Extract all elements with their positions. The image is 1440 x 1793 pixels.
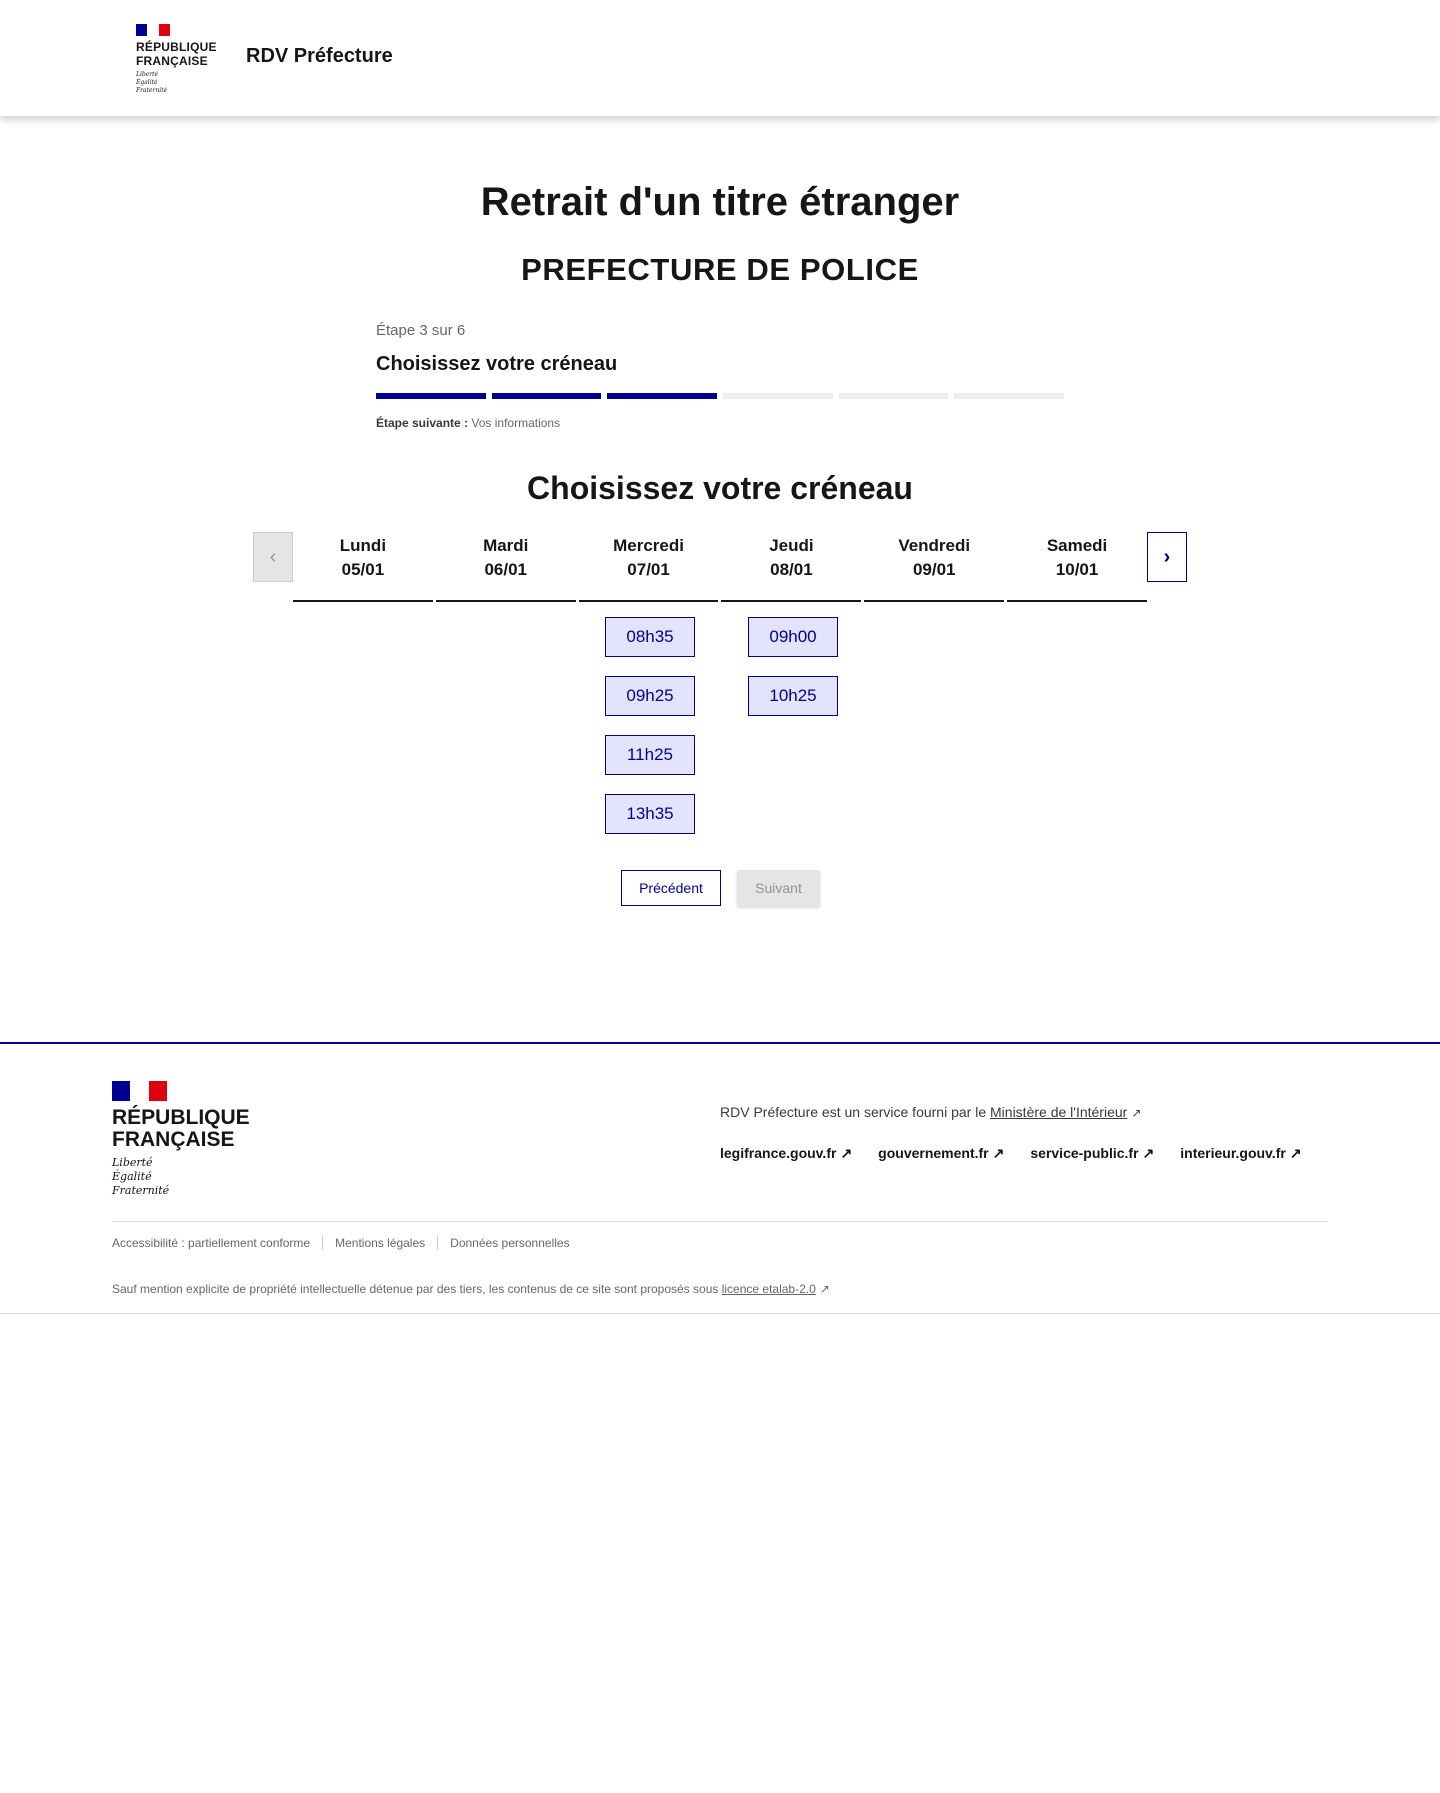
time-slot-button[interactable]: 11h25: [605, 735, 695, 775]
external-link-icon: ↗: [1131, 1106, 1142, 1120]
footer-link-service-public[interactable]: service-public.fr ↗: [1030, 1145, 1155, 1161]
previous-button[interactable]: Précédent: [621, 870, 721, 906]
calendar-day: [721, 532, 861, 602]
calendar-day: [864, 532, 1004, 602]
footer-bottom-links: [112, 1236, 582, 1250]
footer-logo[interactable]: [112, 1081, 250, 1198]
day-name: Samedi: [1046, 536, 1108, 555]
day-name: Lundi: [339, 536, 387, 555]
accessibility-link[interactable]: Accessibilité : partiellement conforme: [112, 1236, 311, 1250]
page-subtitle: PREFECTURE DE POLICE: [521, 252, 919, 287]
footer-license-text: Sauf mention explicite de propriété intellectuelle détenue par des tiers, les contenus de ce site sont proposés sous licence etalab-2.0 ↗: [112, 1282, 830, 1296]
day-date: 07/01: [627, 560, 670, 579]
day-date: 06/01: [484, 560, 528, 579]
day-date: 10/01: [1055, 560, 1099, 579]
footer-links: [720, 1145, 1302, 1162]
footer-description: RDV Préfecture est un service fourni par le Ministère de l'Intérieur ↗: [720, 1104, 1142, 1120]
legal-notice-link[interactable]: Mentions légales: [322, 1236, 437, 1250]
site-header: [0, 0, 1440, 116]
stepper: [376, 322, 1064, 430]
logo-text: RÉPUBLIQUE FRANÇAISE: [136, 40, 217, 68]
calendar-day: [579, 532, 719, 602]
footer-divider: [112, 1221, 1328, 1222]
calendar-next-button[interactable]: [1147, 532, 1187, 582]
service-name[interactable]: RDV Préfecture: [246, 45, 393, 67]
stepper-segment: [723, 393, 833, 399]
footer-logo-text: RÉPUBLIQUE FRANÇAISE: [112, 1106, 250, 1151]
external-link-icon: ↗: [1289, 1145, 1302, 1161]
time-slot-button[interactable]: 10h25: [748, 676, 838, 716]
external-link-icon: ↗: [992, 1145, 1005, 1161]
calendar-day: [1007, 532, 1147, 602]
calendar-days: [293, 532, 1147, 602]
day-date: 05/01: [341, 560, 385, 579]
stepper-segment: [607, 393, 717, 399]
stepper-state: Étape 3 sur 6: [376, 322, 466, 339]
footer-link-gouvernement[interactable]: gouvernement.fr ↗: [878, 1145, 1005, 1161]
ministere-interieur-link[interactable]: Ministère de l'Intérieur ↗: [990, 1104, 1142, 1120]
page-title: Retrait d'un titre étranger: [480, 180, 960, 224]
license-link[interactable]: licence etalab-2.0 ↗: [721, 1282, 830, 1296]
logo-motto: Liberté Égalité Fraternité: [136, 71, 168, 94]
slot-column: [748, 617, 838, 735]
day-name: Mercredi: [613, 536, 684, 555]
stepper-segment: [492, 393, 602, 399]
french-flag-icon: [136, 24, 170, 36]
stepper-segment: [839, 393, 949, 399]
time-slot-button[interactable]: 09h00: [748, 617, 838, 657]
chevron-right-icon: ›: [1163, 545, 1171, 568]
time-slot-button[interactable]: 09h25: [605, 676, 695, 716]
french-flag-icon: [112, 1081, 167, 1101]
day-name: Jeudi: [769, 536, 814, 555]
stepper-progress: [376, 393, 1064, 399]
footer-link-legifrance[interactable]: legifrance.gouv.fr ↗: [720, 1145, 853, 1161]
footer-logo-motto: Liberté Égalité Fraternité: [112, 1156, 170, 1197]
stepper-title: Choisissez votre créneau: [376, 353, 618, 375]
calendar-prev-button[interactable]: [253, 532, 293, 582]
calendar-title: Choisissez votre créneau: [527, 470, 913, 506]
time-slot-button[interactable]: 08h35: [605, 617, 695, 657]
stepper-next-step: Étape suivante : Vos informations: [376, 416, 561, 430]
footer-link-interieur[interactable]: interieur.gouv.fr ↗: [1180, 1145, 1302, 1161]
calendar-day: [293, 532, 433, 602]
stepper-segment: [376, 393, 486, 399]
day-name: Mardi: [483, 536, 529, 555]
republique-francaise-logo[interactable]: [136, 24, 217, 95]
time-slot-button[interactable]: 13h35: [605, 794, 695, 834]
external-link-icon: ↗: [819, 1282, 830, 1296]
external-link-icon: ↗: [1142, 1145, 1155, 1161]
chevron-left-icon: ‹: [269, 545, 277, 568]
external-link-icon: ↗: [840, 1145, 853, 1161]
stepper-segment: [954, 393, 1064, 399]
day-name: Vendredi: [898, 536, 971, 555]
personal-data-link[interactable]: Données personnelles: [437, 1236, 581, 1250]
site-footer: [0, 1042, 1440, 1314]
day-date: 08/01: [770, 560, 813, 579]
next-button[interactable]: Suivant: [737, 870, 820, 906]
slot-column: [605, 617, 695, 853]
day-date: 09/01: [912, 560, 956, 579]
calendar-day: [436, 532, 576, 602]
